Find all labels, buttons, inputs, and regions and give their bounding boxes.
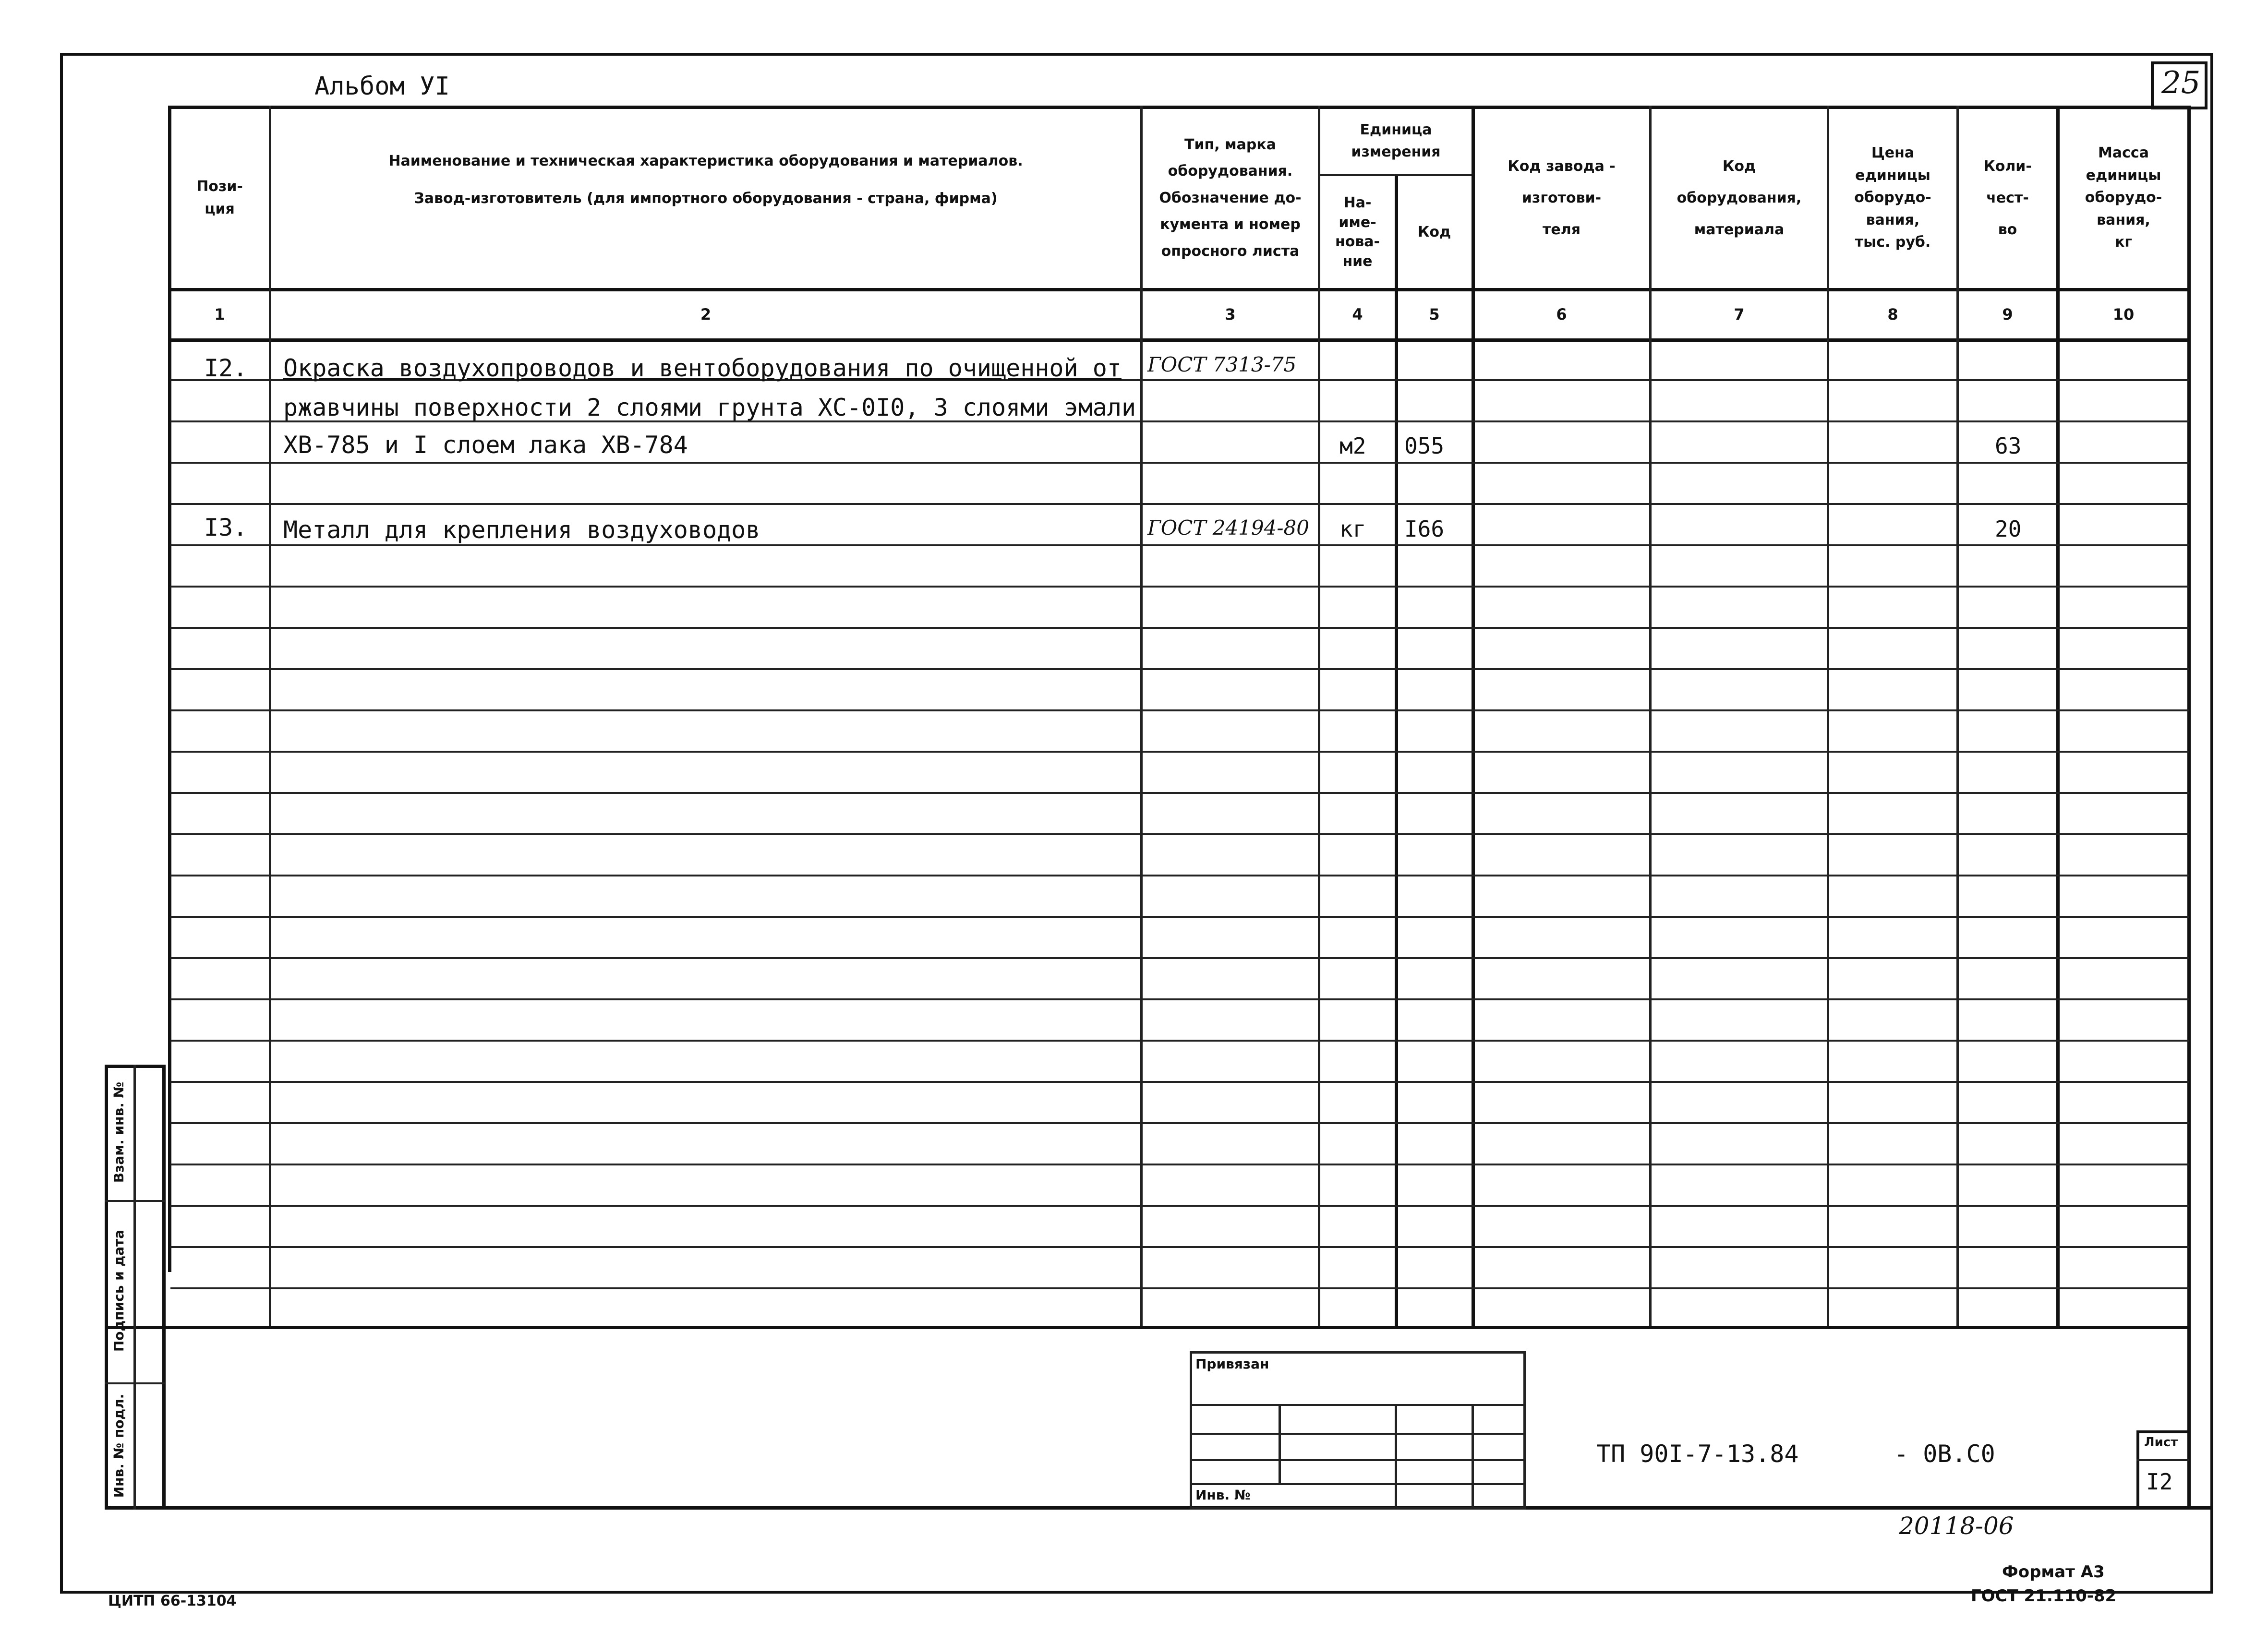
linked-line-1 [1190,1404,1526,1406]
header-equipment-code: Код оборудования, материала [1677,157,1802,238]
row-3-name: ХВ-785 и I слоем лака ХВ-784 [283,431,688,459]
colnum-10: 10 [2112,305,2135,324]
row-5-unit: кг [1339,516,1366,542]
row-3-code: 055 [1404,433,1445,459]
format-label: Формат А3 [2002,1562,2105,1582]
row-line [170,586,2189,588]
side-stamp-inv-orig: Инв. № подл. [111,1393,127,1498]
row-1-type: ГОСТ 7313-75 [1147,353,1297,376]
row-line [170,751,2189,753]
row-line [170,1040,2189,1042]
colnum-1: 1 [214,305,225,324]
linked-label: Привязан [1195,1356,1269,1372]
side-stamp-inner [133,1065,136,1510]
designation-suffix: - 0В.С0 [1894,1440,1995,1468]
linked-line-3 [1190,1459,1526,1461]
header-quantity: Коли- чест- во [1983,157,2032,238]
title-block-top-line [106,1506,2211,1510]
designation: ТП 90I-7-13.84 [1596,1440,1799,1468]
colnum-7: 7 [1734,305,1745,324]
row-line [170,833,2189,835]
colnum-2: 2 [700,305,712,324]
row-3-qty: 63 [1995,433,2022,459]
header-unit-group: Единица измерения [1351,121,1441,160]
row-1-pos: I2. [204,354,248,382]
row-line [170,957,2189,959]
linked-box [1190,1351,1526,1510]
header-position: Пози- ция [196,178,243,217]
row-5-qty: 20 [1995,516,2022,542]
side-stamp-right [162,1065,166,1510]
row-5-type: ГОСТ 24194-80 [1147,516,1309,540]
row-line [170,916,2189,918]
row-2-name: ржавчины поверхности 2 слоями грунта ХС-0I0, 3 слоями эмали [283,394,1136,421]
bottom-left-code: ЦИТП 66-13104 [108,1593,237,1609]
col-line-1 [269,106,271,1327]
archive-number: 20118-06 [1899,1512,2014,1540]
sheet-label: Лист [2144,1435,2178,1450]
row-line [170,1246,2189,1248]
row-line [170,544,2189,546]
table-bottom-line [106,1326,2191,1329]
unit-group-divider [1318,174,1472,176]
colnum-8: 8 [1887,305,1898,324]
row-5-code: I66 [1404,516,1445,542]
gost-label: ГОСТ 21.110-82 [1971,1586,2117,1606]
row-5-pos: I3. [204,514,248,541]
row-line [170,1287,2189,1289]
col-line-3 [1318,106,1320,1327]
page-number: 25 [2161,65,2201,101]
col-line-6 [1649,106,1652,1327]
side-stamp-sign-date: Подпись и дата [111,1229,127,1352]
col-line-5 [1472,106,1475,1327]
header-price: Цена единицы оборудо- вания, тыс. руб. [1854,144,1931,251]
colnum-3: 3 [1225,305,1236,324]
header-unit-code: Код [1417,223,1451,240]
sheet-number: I2 [2146,1469,2173,1495]
row-line [170,627,2189,629]
header-factory-code: Код завода - изготови- теля [1508,157,1616,238]
row-line [170,792,2189,794]
linked-line-4 [1190,1483,1526,1485]
sheet-box-divider [2136,1459,2189,1461]
row-1-name: Окраска воздухопроводов и вентоборудования по очищенной от [283,354,1122,382]
row-line [170,1205,2189,1207]
album-title: Альбом УI [314,72,450,101]
side-stamp-inv-repl: Взам. инв. № [111,1081,127,1183]
colnum-bottom-line [168,338,2191,342]
row-line [170,462,2189,464]
colnum-4: 4 [1352,305,1363,324]
row-line [170,1164,2189,1165]
col-line-2 [1140,106,1143,1327]
colnum-9: 9 [2002,305,2013,324]
colnum-6: 6 [1556,305,1567,324]
row-line [170,668,2189,670]
linked-col-2 [1395,1404,1397,1510]
inv-label: Инв. № [1195,1487,1251,1503]
header-type: Тип, марка оборудования. Обозначение до- кумента и номер опросного листа [1159,136,1302,260]
row-line [170,875,2189,876]
header-unit-name: На- име- нова- ние [1335,194,1380,270]
linked-col-3 [1472,1404,1474,1510]
header-name: Наименование и техническая характеристика оборудования и материалов. Завод-изготовитель (для импортного оборудования - страна, фирма) [388,153,1023,207]
row-5-name: Металл для крепления воздуховодов [283,516,760,544]
row-line [170,503,2189,505]
col-line-9 [2056,106,2060,1327]
header-mass: Масса единицы оборудо- вания, кг [2085,144,2162,251]
row-3-unit: м2 [1339,433,1366,459]
row-line [170,1122,2189,1124]
linked-line-2 [1190,1433,1526,1435]
col-line-7 [1827,106,1829,1327]
row-line [170,1081,2189,1083]
side-stamp-left [105,1065,108,1510]
linked-col-1 [1279,1404,1281,1483]
table-right-border [2187,108,2191,1507]
row-line [170,709,2189,711]
colnum-5: 5 [1429,305,1440,324]
row-line [170,998,2189,1000]
col-line-8 [1956,106,1959,1327]
